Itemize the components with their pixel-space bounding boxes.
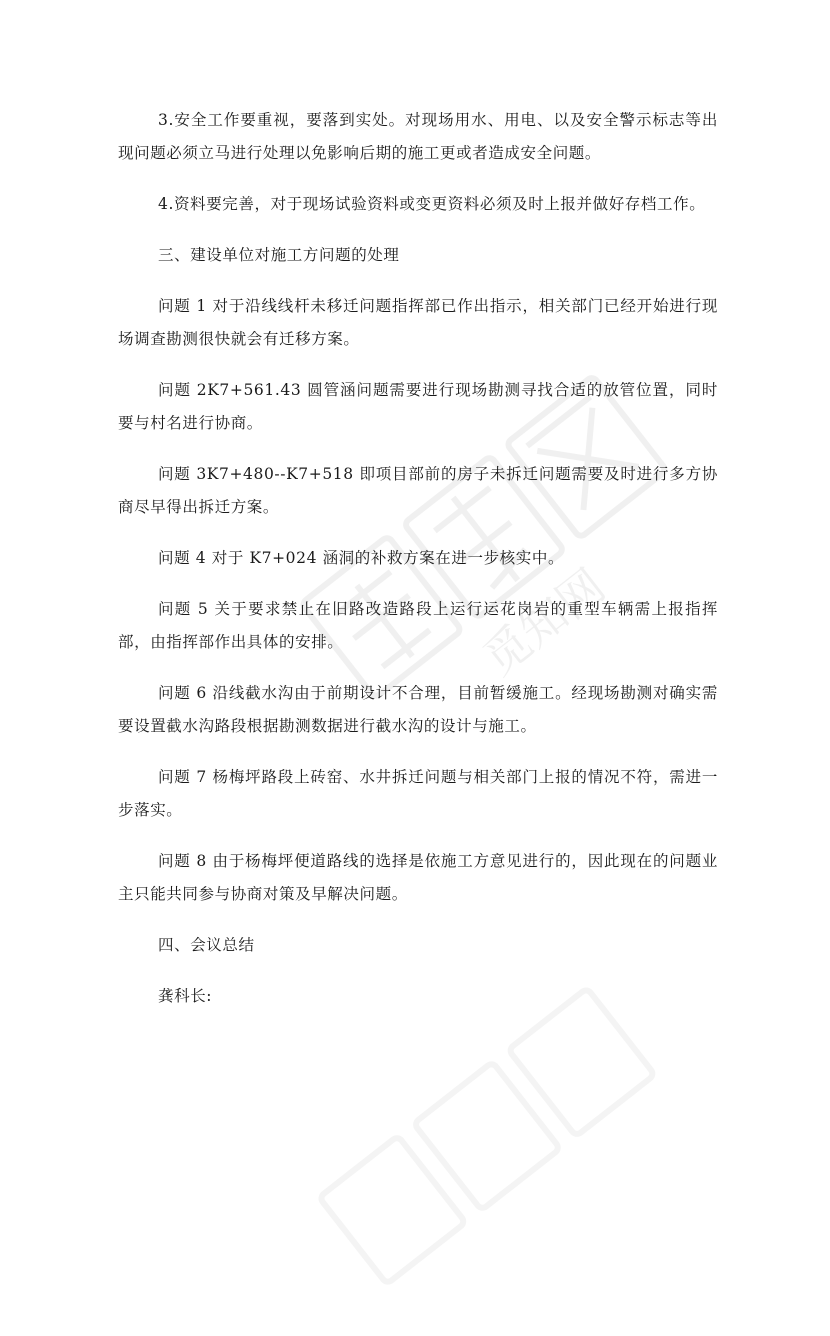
paragraph-issue-6: 问题 6 沿线截水沟由于前期设计不合理，目前暂缓施工。经现场勘测对确实需要设置截水沟路段根据勘测数据进行截水沟的设计与施工。 bbox=[118, 684, 718, 735]
paragraph-issue-3: 问题 3K7+480--K7+518 即项目部前的房子未拆迁问题需要及时进行多方协商尽早得出拆迁方案。 bbox=[118, 465, 718, 516]
paragraph-issue-2: 问题 2K7+561.43 圆管涵问题需要进行现场勘测寻找合适的放管位置，同时要与村名进行协商。 bbox=[118, 381, 718, 432]
watermark-text: 觅知网 bbox=[473, 558, 616, 686]
document-body bbox=[118, 104, 718, 1031]
paragraph-issue-7: 问题 7 杨梅坪路段上砖窑、水井拆迁问题与相关部门上报的情况不符，需进一步落实。 bbox=[118, 768, 718, 819]
paragraph-issue-8: 问题 8 由于杨梅坪便道路线的选择是依施工方意见进行的，因此现在的问题业主只能共同参与协商对策及早解决问题。 bbox=[118, 852, 718, 903]
paragraph-issue-4: 问题 4 对于 K7+024 涵洞的补救方案在进一步核实中。 bbox=[158, 549, 565, 567]
speaker-label: 龚科长: bbox=[158, 987, 213, 1005]
paragraph-issue-1: 问题 1 对于沿线线杆未移迁问题指挥部已作出指示，相关部门已经开始进行现场调查勘测很快就会有迁移方案。 bbox=[118, 297, 718, 348]
paragraph-documents: 4.资料要完善，对于现场试验资料或变更资料必须及时上报并做好存档工作。 bbox=[158, 195, 706, 213]
paragraph-safety: 3.安全工作要重视，要落到实处。对现场用水、用电、以及安全警示标志等出现问题必须立马进行处理以免影响后期的施工更或者造成安全问题。 bbox=[118, 111, 718, 162]
section-heading-owner-handling: 三、建设单位对施工方问题的处理 bbox=[158, 246, 400, 264]
section-heading-summary: 四、会议总结 bbox=[158, 936, 255, 954]
paragraph-issue-5: 问题 5 关于要求禁止在旧路改造路段上运行运花岗岩的重型车辆需上报指挥部，由指挥部作出具体的安排。 bbox=[118, 600, 718, 651]
